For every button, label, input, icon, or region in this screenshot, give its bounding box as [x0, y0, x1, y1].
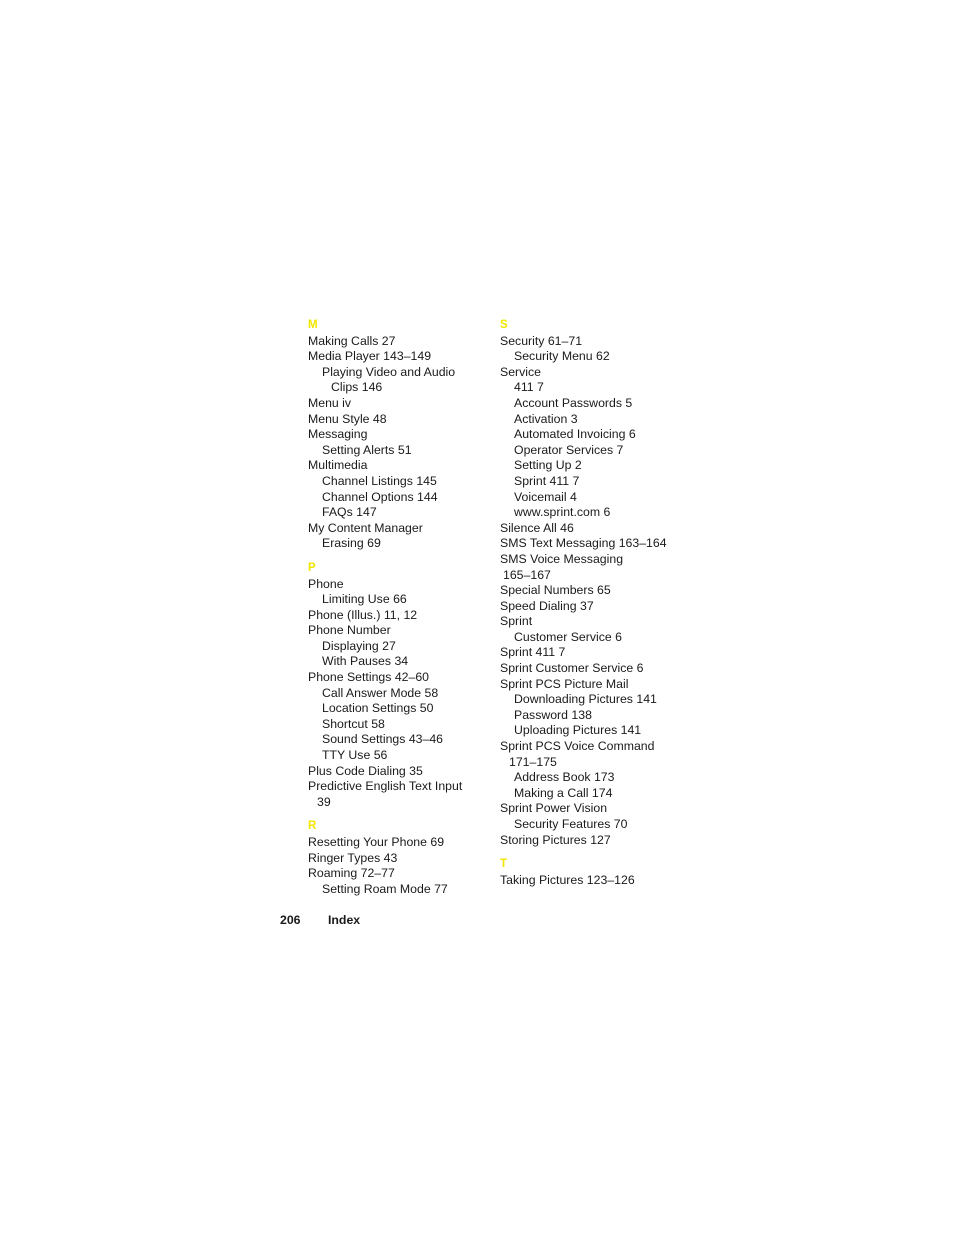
index-entry: Voicemail 4 — [514, 489, 577, 504]
page-number: 206 — [280, 913, 301, 927]
index-entry: 39 — [317, 794, 331, 809]
index-entry: Address Book 173 — [514, 770, 615, 785]
index-section-t — [500, 857, 700, 888]
index-entry: FAQs 147 — [322, 505, 377, 520]
section-letter: M — [308, 319, 318, 331]
index-section-p — [308, 561, 488, 811]
index-entry: Media Player 143–149 — [308, 349, 432, 364]
index-entry: Plus Code Dialing 35 — [308, 763, 423, 778]
index-entry: Phone Settings 42–60 — [308, 670, 430, 685]
section-letter: P — [308, 561, 316, 574]
index-entry: www.sprint.com 6 — [514, 505, 611, 520]
index-entry: Sprint PCS Voice Command — [500, 739, 655, 754]
index-entry: Activation 3 — [514, 411, 578, 426]
index-entry: Channel Options 144 — [322, 489, 438, 504]
index-entry: Location Settings 50 — [322, 701, 434, 716]
index-entry: Sprint 411 7 — [500, 645, 566, 660]
index-entry: 411 7 — [514, 380, 544, 395]
index-entry: Storing Pictures 127 — [500, 832, 611, 847]
index-entry: Menu iv — [308, 395, 352, 410]
section-letter: T — [500, 858, 508, 871]
index-entry: SMS Text Messaging 163–164 — [500, 536, 667, 551]
index-entry: SMS Voice Messaging — [500, 551, 624, 566]
index-column-right — [500, 318, 700, 888]
index-entry: Security 61–71 — [500, 333, 583, 348]
index-entry: Account Passwords 5 — [514, 395, 633, 410]
index-entry: Shortcut 58 — [322, 716, 385, 731]
index-entry: Clips 146 — [331, 380, 383, 395]
index-entry: Menu Style 48 — [308, 411, 387, 426]
index-entry: Messaging — [308, 427, 368, 442]
index-entry: Ringer Types 43 — [308, 850, 398, 865]
index-entry: Sound Settings 43–46 — [322, 732, 444, 747]
index-entry: Sprint PCS Picture Mail — [500, 676, 629, 691]
index-entry: Password 138 — [514, 707, 592, 722]
index-entry: Making a Call 174 — [514, 785, 613, 800]
index-entry: 165–167 — [503, 567, 551, 582]
index-entry: Predictive English Text Input — [308, 779, 463, 794]
index-entry: Uploading Pictures 141 — [514, 723, 642, 738]
index-entry: Customer Service 6 — [514, 629, 622, 644]
index-entry: Security Menu 62 — [514, 349, 610, 364]
index-entry: Phone (Illus.) 11, 12 — [308, 607, 418, 622]
index-entry: Special Numbers 65 — [500, 583, 611, 598]
index-entry: Phone — [308, 576, 344, 591]
index-section-s — [500, 318, 700, 848]
index-entry: Silence All 46 — [500, 520, 574, 535]
index-entry: Displaying 27 — [322, 638, 396, 653]
index-entry: My Content Manager — [308, 520, 423, 535]
index-entry: Resetting Your Phone 69 — [308, 835, 445, 849]
index-entry: Setting Roam Mode 77 — [322, 881, 448, 896]
index-entry: Sprint Customer Service 6 — [500, 661, 644, 676]
index-entry: Downloading Pictures 141 — [514, 692, 657, 707]
index-entry: Setting Up 2 — [514, 458, 582, 473]
index-entry: Speed Dialing 37 — [500, 598, 594, 613]
index-entry: Sprint — [500, 614, 533, 629]
index-entry: Phone Number — [308, 623, 391, 638]
index-entry: Setting Alerts 51 — [322, 442, 412, 457]
section-title: Index — [328, 913, 361, 927]
section-letter: S — [500, 319, 508, 331]
index-entry: Automated Invoicing 6 — [514, 427, 636, 442]
index-entry: Playing Video and Audio — [322, 364, 456, 379]
index-section-m — [308, 318, 488, 552]
index-entry: Security Features 70 — [514, 817, 628, 831]
index-entry: Sprint 411 7 — [514, 473, 580, 488]
index-entry: Operator Services 7 — [514, 442, 624, 457]
index-entry: Making Calls 27 — [308, 333, 396, 348]
section-letter: R — [308, 820, 317, 833]
index-entry: Roaming 72–77 — [308, 866, 395, 881]
index-entry: 171–175 — [509, 754, 557, 769]
index-entry: Limiting Use 66 — [322, 592, 407, 607]
index-entry: Channel Listings 145 — [322, 473, 437, 488]
index-entry: TTY Use 56 — [322, 748, 388, 763]
index-entry: With Pauses 34 — [322, 654, 409, 669]
index-column-left — [308, 318, 488, 897]
index-entry: Multimedia — [308, 458, 368, 473]
index-entry: Call Answer Mode 58 — [322, 685, 439, 700]
index-entry: Erasing 69 — [322, 536, 381, 551]
index-entry: Sprint Power Vision — [500, 801, 608, 816]
index-section-r — [308, 819, 488, 897]
index-entry: Service — [500, 364, 542, 379]
page-footer — [280, 912, 360, 928]
index-entry: Taking Pictures 123–126 — [500, 872, 635, 887]
